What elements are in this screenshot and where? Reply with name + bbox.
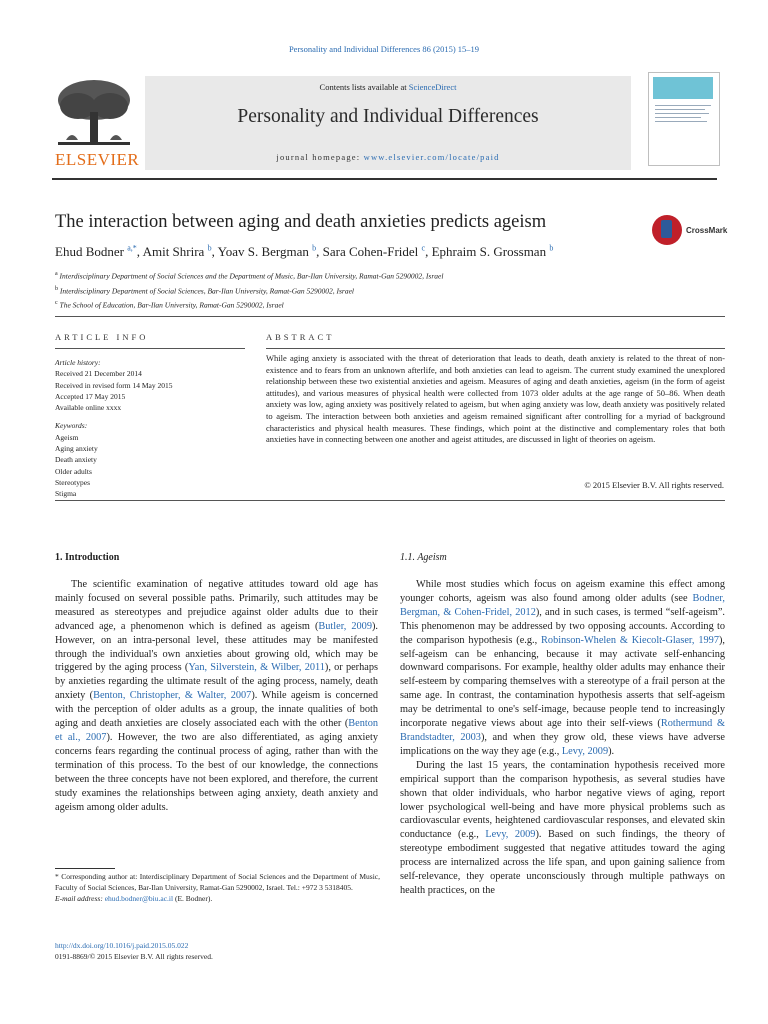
cover-line	[655, 121, 707, 122]
doi-block	[55, 940, 213, 962]
author-name: Ephraim S. Grossman	[431, 244, 547, 260]
cover-line	[655, 105, 711, 106]
author-sup[interactable]: b	[549, 244, 554, 253]
author[interactable]	[55, 244, 143, 259]
footnote-star: *	[55, 872, 62, 881]
spacer	[55, 413, 245, 420]
affiliation	[55, 297, 443, 312]
paragraph-text: ), and in such cases, is termed “self-ageism”. This phenomenon may be addressed by two opposing accounts. According to the comparison hypothesis (e.g.,	[400, 606, 725, 646]
affiliation-sup: a	[55, 271, 58, 277]
affiliation-sup: c	[55, 300, 58, 306]
keywords-heading: Keywords:	[55, 421, 88, 431]
doi-link[interactable]: http://dx.doi.org/10.1016/j.paid.2015.05.022	[55, 941, 189, 950]
author[interactable]	[218, 244, 323, 259]
history-item: Received in revised form 14 May 2015	[55, 380, 173, 390]
author[interactable]	[143, 244, 218, 259]
issn-line: 0191-8869/© 2015 Elsevier B.V. All rights reserved.	[55, 952, 213, 961]
article-info	[55, 357, 245, 500]
citation-link[interactable]: Levy, 2009	[561, 745, 609, 757]
history-item: Received 21 December 2014	[55, 369, 142, 379]
paragraph-text: ), and when they grow old, these views have adverse implications on the way they age (e.g.,	[400, 731, 725, 757]
paragraph-text: While most studies which focus on ageism examine this effect among younger cohorts, ageism was also found among older adults (see	[400, 579, 725, 604]
email-link[interactable]: ehud.bodner@biu.ac.il	[104, 894, 174, 903]
abstract-rule	[266, 348, 725, 349]
paragraph-text: The scientific examination of negative attitudes toward old age has mainly focused on several possible paths. Primarily, such attitudes may be measured as stereotypes and prejudice against older adults due to their advanced age, a phenomenon which is defined as ageism (	[55, 579, 378, 632]
author[interactable]	[432, 244, 554, 259]
affiliation	[55, 268, 443, 283]
history-item: Available online xxxx	[55, 403, 122, 413]
author-name: Sara Cohen-Fridel	[322, 244, 419, 260]
section-heading-introduction: 1. Introduction	[55, 552, 120, 563]
masthead-rule	[52, 178, 717, 180]
cover-header-band	[653, 77, 713, 99]
author[interactable]	[323, 244, 432, 259]
author-sup[interactable]: c	[421, 244, 426, 253]
paragraph-text: ). However, the two are also differentiated, as aging anxiety concerns fears regarding the continual process of aging, rather than with the termination of this process. To the best of our knowledge, the connections between the three concepts have not been explored, and therefore, the current study examines the relationships between aging anxiety, death anxiety and ageism among older adults.	[55, 731, 378, 813]
crossmark-bookmark	[661, 220, 672, 238]
contents-line	[145, 82, 631, 92]
author-sep: ,	[316, 244, 323, 260]
citation-link[interactable]: Bodner, Bergman, & Cohen-Fridel, 2012	[400, 592, 725, 618]
journal-citation[interactable]: Personality and Individual Differences 86 (2015) 15–19	[288, 44, 480, 54]
citation-link[interactable]: Benton, Christopher, & Walter, 2007	[93, 690, 252, 702]
keyword: Ageism	[55, 432, 79, 442]
paragraph	[400, 578, 725, 759]
paragraph-text: ), self-ageism can be enhancing, because it may activate self-enhancing downward comparisons. For example, healthy older adults may enhance their self-esteem by comparing themselves with a stereotype of a frail person at the same age. In contrast, the contamination hypothesis asserts that self-ageism may be detrimental to one's self-image, because people tend to increasingly incorporate negative views about age into their self-views (	[400, 634, 725, 730]
citation-link[interactable]: Robinson-Whelen & Kiecolt-Glaser, 1997	[541, 634, 719, 646]
author-sup[interactable]: b	[207, 244, 212, 253]
paragraph-text: ). Based on such findings, the theory of stereotype embodiment suggested that negative attitudes toward the aging process are internalized across the life span, and upon gaining salience from self-relevance, they operate unconsciously through multiple pathways on health practices, on the	[400, 829, 726, 896]
header-divider	[55, 316, 725, 317]
corresponding-author-footnote	[55, 871, 380, 904]
cover-line	[655, 113, 709, 114]
contents-prefix: Contents lists available at	[319, 82, 409, 92]
affiliation-sup: b	[55, 285, 58, 292]
keyword: Stigma	[55, 489, 77, 499]
paragraph	[55, 578, 378, 814]
author-name: Ehud Bodner	[55, 244, 124, 260]
affiliation-list	[55, 268, 443, 312]
paragraph-text: ). However, on an intra-personal level, these attitudes may be manifested through the individual's own anxieties about growing old, which may be triggered by the aging process (	[55, 620, 378, 674]
crossmark-label[interactable]: CrossMark	[686, 226, 728, 235]
history-heading: Article history:	[55, 358, 101, 367]
abstract-label: ABSTRACT	[266, 332, 335, 342]
paragraph	[400, 759, 725, 898]
abstract-copyright: © 2015 Elsevier B.V. All rights reserved.	[584, 480, 724, 490]
publisher-name: ELSEVIER	[55, 150, 140, 169]
right-column	[400, 578, 725, 898]
footnote-text: Corresponding author at: Interdisciplinary Department of Social Sciences and the Department of Music, Faculty of Social Sciences, Bar-Ilan University, Ramat-Gan 5290002, Israel. Tel.: +972 3 5318405.	[55, 872, 381, 892]
footnote-rule	[55, 868, 115, 869]
author-name: Yoav S. Bergman	[217, 244, 309, 260]
affiliation-text: The School of Education, Bar-Ilan University, Ramat-Gan 5290002, Israel	[59, 300, 284, 310]
author-sup[interactable]: a,*	[127, 244, 137, 253]
author-name: Amit Shrira	[142, 244, 205, 260]
author-sep: ,	[211, 244, 218, 260]
journal-name: Personality and Individual Differences	[237, 106, 539, 127]
citation-link[interactable]: Rothermund & Brandstadter, 2003	[400, 718, 725, 743]
article-info-label: ARTICLE INFO	[55, 332, 149, 342]
citation-link[interactable]: Yan, Silverstein, & Wilber, 2011	[188, 662, 325, 674]
paragraph-text: During the last 15 years, the contamination hypothesis received more empirical support than the comparison hypothesis, as several studies have shown that older individuals, who harbor negative views of aging, report lower psychological well-being and have more physical problems such as cardiovascular events, heightened cardiovascular responses, and elevated skin conductance (e.g.,	[400, 759, 725, 841]
affiliation	[55, 283, 443, 298]
subsection-heading-ageism: 1.1. Ageism	[400, 552, 447, 563]
affiliation-text: Interdisciplinary Department of Social Sciences and the Department of Music, Bar-Ilan University, Ramat-Gan 5290002, Israel	[59, 271, 444, 281]
article-info-rule	[55, 348, 245, 349]
journal-masthead	[52, 76, 717, 174]
citation-link[interactable]: Levy, 2009	[485, 829, 536, 841]
keyword: Death anxiety	[55, 455, 97, 465]
left-column	[55, 578, 378, 814]
homepage-prefix: journal homepage:	[276, 152, 364, 162]
paragraph-text: ).	[608, 745, 615, 757]
history-item: Accepted 17 May 2015	[55, 391, 126, 401]
homepage-link[interactable]: www.elsevier.com/locate/paid	[363, 152, 500, 162]
keyword: Stereotypes	[55, 477, 90, 487]
sciencedirect-link[interactable]: ScienceDirect	[408, 82, 457, 92]
author-sup[interactable]: b	[312, 244, 317, 253]
abstract-bottom-rule	[55, 500, 725, 501]
author-sep: ,	[425, 244, 432, 260]
article-title: The interaction between aging and death anxieties predicts ageism	[55, 212, 547, 232]
paragraph-text: ), or perhaps by anxieties regarding the ultimate result of the aging process, namely, death anxiety (	[55, 662, 378, 702]
citation-link[interactable]: Benton et al., 2007	[55, 718, 378, 743]
cover-line	[655, 117, 701, 118]
keyword: Older adults	[55, 466, 92, 476]
journal-cover-thumbnail	[648, 72, 720, 166]
crossmark-icon[interactable]	[652, 215, 682, 245]
abstract-text: While aging anxiety is associated with the threat of deterioration that leads to death, death anxiety is related to the threat of non-existence and to fears from an unknown afterlife, and both anxieties can lead to ageism. The current study examined the unexplored relationship between these two existential anxieties and ageism. Measures of aging and death anxieties, ageism (in the form of ageist attitudes), and various measures of physical health were collected from 1073 older adults at the age range of 50–86. When death anxiety was low, aging anxiety was positively related to ageism, but when aging anxiety was low, death anxiety was positively related to ageism. The interaction between both anxieties and ageism remained significant after controlling for a myriad of background characteristics and physical health measures. These findings, which point at the distinctive and complementary roles that both anxieties have in connecting between one another and ageist attitudes, are discussed in light of theories on ageism.	[266, 353, 725, 445]
author-sep: ,	[136, 244, 143, 260]
journal-homepage	[145, 152, 631, 162]
cover-line	[655, 109, 705, 110]
journal-banner	[145, 76, 631, 170]
citation-link[interactable]: Butler, 2009	[318, 620, 372, 632]
paragraph-text: ). While ageism is concerned with the perception of older adults as a group, the innate qualities of both aging and death anxieties are closely associated each with the other (	[55, 690, 378, 730]
email-suffix: (E. Bodner).	[173, 894, 213, 903]
author-list	[55, 244, 553, 260]
email-label: E-mail address:	[55, 894, 105, 903]
affiliation-text: Interdisciplinary Department of Social Sciences, Bar-Ilan University, Ramat-Gan 5290002, Israel	[59, 286, 354, 295]
keyword: Aging anxiety	[55, 444, 98, 454]
